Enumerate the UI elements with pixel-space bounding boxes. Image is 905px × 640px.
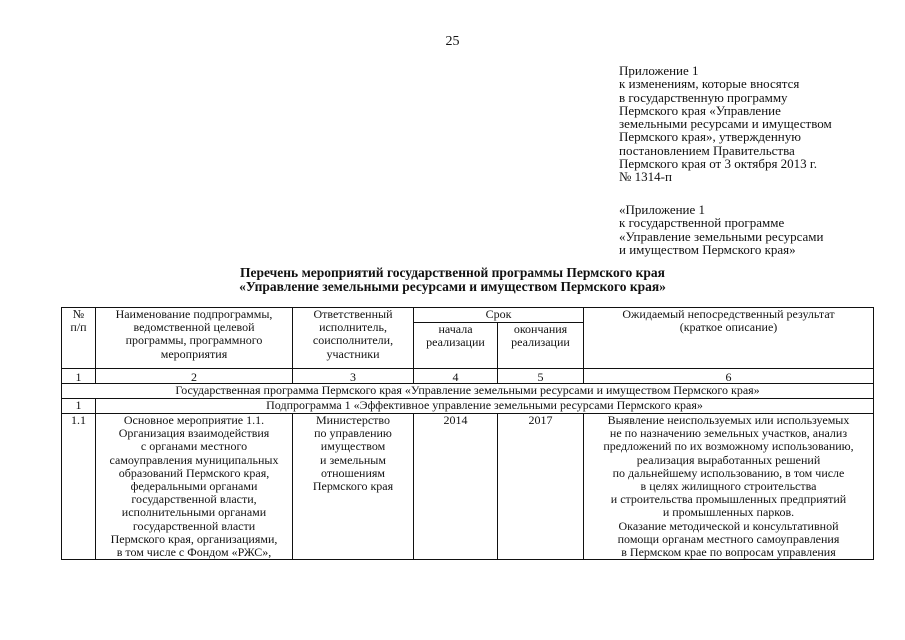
program-row <box>62 384 874 399</box>
header-num: № п/п <box>62 308 96 369</box>
header-end: окончания реализации <box>498 323 584 369</box>
document-title-line-2: «Управление земельными ресурсами и имуществом Пермского края» <box>239 279 666 294</box>
document-title-line-1: Перечень мероприятий государственной программы Пермского края <box>240 265 665 280</box>
measures-table <box>61 307 874 560</box>
row-name: Основное мероприятие 1.1. Организация взаимодействия с органами местного самоуправления муниципальных образований Пермского края, федеральными органами государственной власти, исполнительными органами государственной власти Пермского края, организациями, в том числе с Фондом «РЖС», <box>109 414 279 560</box>
header-responsible: Ответственный исполнитель, соисполнители, участники <box>293 308 414 369</box>
header-result: Ожидаемый непосредственный результат (краткое описание) <box>584 308 874 369</box>
subprogram-row <box>62 399 874 414</box>
row-responsible: Министерство по управлению имуществом и земельным отношениям Пермского края <box>293 414 414 560</box>
subprogram-num: 1 <box>62 399 96 414</box>
column-number: 2 <box>96 369 293 384</box>
table-row <box>62 414 874 560</box>
header-start: начала реализации <box>414 323 498 369</box>
appendix-note-program: «Приложение 1 к государственной программе «Управление земельными ресурсами и имуществом Пермского края» <box>619 202 824 257</box>
row-end: 2017 <box>498 414 584 560</box>
document-title <box>0 266 905 294</box>
column-number: 6 <box>584 369 874 384</box>
subprogram-title: Подпрограмма 1 «Эффективное управление земельными ресурсами Пермского края» <box>96 399 874 414</box>
column-number: 1 <box>62 369 96 384</box>
row-num: 1.1 <box>62 414 96 560</box>
header-term: Срок <box>414 308 584 323</box>
column-number: 3 <box>293 369 414 384</box>
page-number: 25 <box>445 34 460 49</box>
header-name: Наименование подпрограммы, ведомственной целевой программы, программного мероприятия <box>96 308 293 369</box>
header-row <box>62 308 874 323</box>
column-numbers-row <box>62 369 874 384</box>
row-start: 2014 <box>414 414 498 560</box>
program-title: Государственная программа Пермского края «Управление земельными ресурсами и имуществом Пермского края» <box>62 384 874 399</box>
row-result: Выявление неиспользуемых или используемых не по назначению земельных участков, анализ предложений по их возможному использованию, реализация выработанных решений по дальнейшему использованию, в том числе в целях жилищного строительства и строительства промышленных предприятий и промышленных парков. Оказание методической и консультативной помощи органам местного самоуправления в Пермском крае по вопросам управления <box>603 414 854 560</box>
column-number: 5 <box>498 369 584 384</box>
appendix-note-changes: Приложение 1 к изменениям, которые вносятся в государственную программу Пермского края «Управление земельными ресурсами и имуществом Пермского края», утвержденную постановлением Правительства Пермского края от 3 октября 2013 г. № 1314-п <box>619 63 832 185</box>
column-number: 4 <box>414 369 498 384</box>
